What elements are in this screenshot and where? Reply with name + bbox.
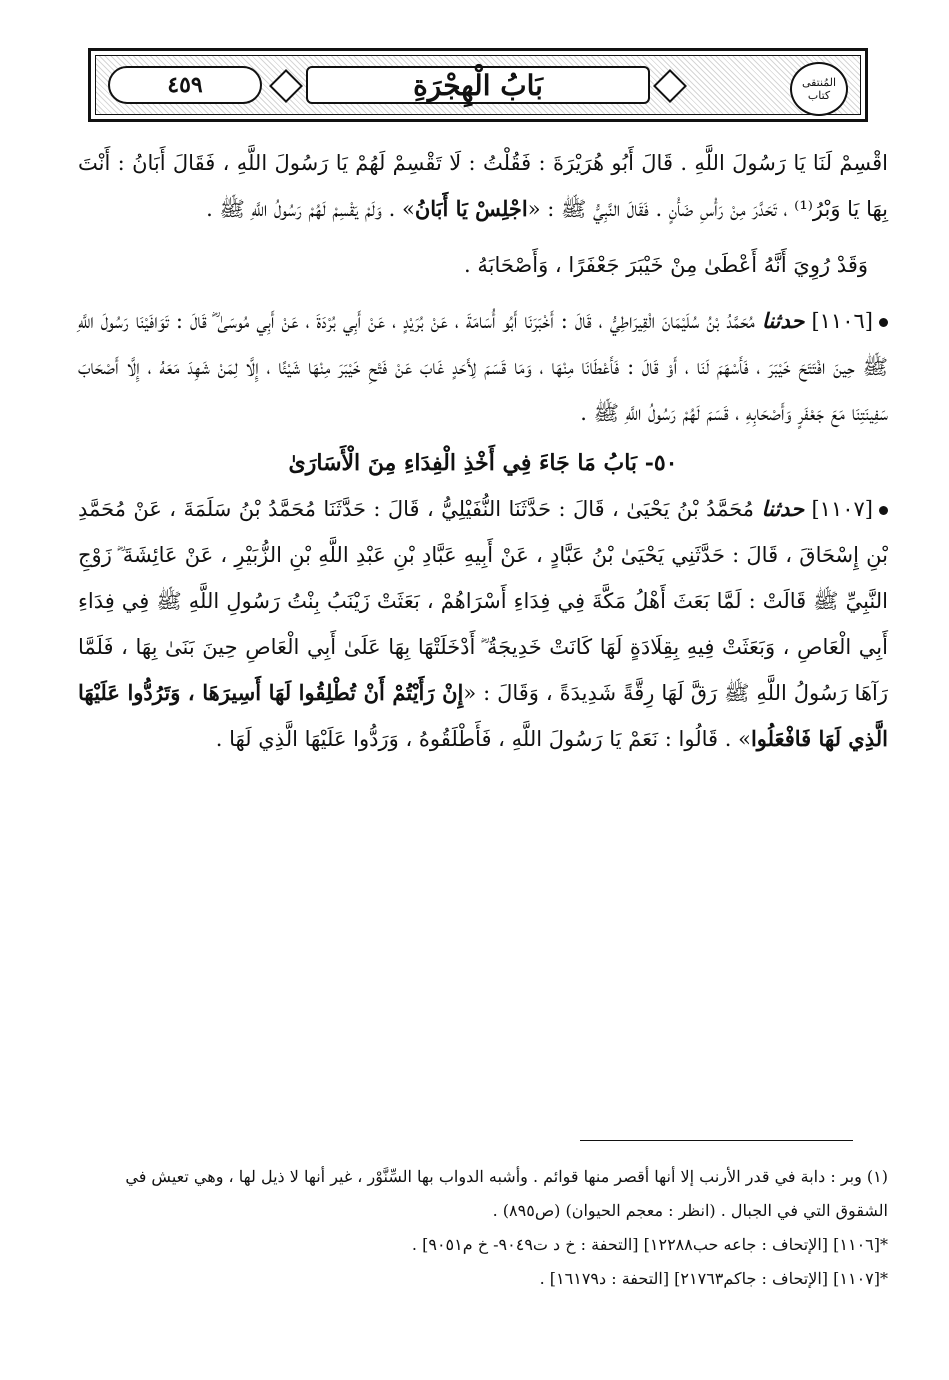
page-number-box (108, 66, 262, 104)
main-text (78, 140, 888, 772)
footnote-1107: *[١١٠٧] [الإتحاف : جاكم٢١٧٦٣] [التحفة : د١٦١٧٩] . (539, 1269, 888, 1288)
hadith-lead: حدثنا (761, 308, 805, 333)
page-number: ٤٥٩ (167, 72, 203, 98)
ornament-diamond (269, 69, 303, 103)
footnote-divider (580, 1140, 853, 1141)
hadith-number: [١١٠٧] (811, 497, 873, 521)
book-logo (790, 62, 848, 116)
footnote-1106: *[١١٠٦] [الإتحاف : جاعه حب١٢٢٨٨] [التحفة : خ د ت٩٠٤٩- خ م٩٠٥١] . (411, 1235, 888, 1254)
hadith-text: مُحَمَّدُ بْنُ سُلَيْمَانَ الْقِيرَاطِيُّ ، قَالَ : أَخْبَرَنَا أَبُو أُسَامَةَ ، عَنْ بُرَيْدٍ ، عَنْ أَبِي بُرْدَةَ ، عَنْ أَبِي مُوسَىٰ ؓ قَالَ : تَوَافَيْنَا رَسُولَ اللَّهِ ﷺ حِينَ افْتَتَحَ خَيْبَرَ ، فَأَسْهَمَ لَنَا ، أَوْ قَالَ : فَأَعْطَانَا مِنْهَا ، وَمَا قَسَمَ لِأَحَدٍ غَابَ عَنْ فَتْحِ خَيْبَرَ مِنْهَا شَيْئًا ، إِلَّا لِمَنْ شَهِدَ مَعَهُ ، إِلَّا أَصْحَابَ سَفِينَتِنَا مَعَ جَعْفَرٍ وَأَصْحَابِهِ ، قَسَمَ لَهُمْ رَسُولُ اللَّهِ ﷺ . (78, 309, 888, 425)
header-frame (95, 55, 861, 115)
hadith-1107 (78, 486, 888, 762)
footnote-1: (١) وبر : دابة في قدر الأرنب إلا أنها أقصر منها قوائم . وأشبه الدواب بها السِّنَّوْر ، غير أنها لا ذيل لها ، وهي تعيش في الشقوق التي في الجبال . (انظر : معجم الحيوان) (ص٨٩٥) . (125, 1167, 888, 1220)
hadith-text: مُحَمَّدُ بْنُ يَحْيَىٰ ، قَالَ : حَدَّثَنَا النُّفَيْلِيُّ ، قَالَ : حَدَّثَنَا مُحَمَّدُ بْنُ سَلَمَةَ ، عَنْ مُحَمَّدِ بْنِ إِسْحَاقَ ، قَالَ : حَدَّثَنِي يَحْيَىٰ بْنُ عَبَّادٍ ، عَنْ أَبِيهِ عَبَّادِ بْنِ عَبْدِ اللَّهِ بْنِ الزُّبَيْرِ ، عَنْ عَائِشَةَ ؓ زَوْجِ النَّبِيِّ ﷺ قَالَتْ : لَمَّا بَعَثَ أَهْلُ مَكَّةَ فِي فِدَاءِ أَسْرَاهُمْ ، بَعَثَتْ زَيْنَبُ بِنْتُ رَسُولِ اللَّهِ ﷺ فِي فِدَاءِ أَبِي الْعَاصِ ، وَبَعَثَتْ فِيهِ بِقِلَادَةٍ لَهَا كَانَتْ خَدِيجَةُ ؓ أَدْخَلَتْهَا بِهَا عَلَىٰ أَبِي الْعَاصِ حِينَ بَنَىٰ بِهَا ، فَلَمَّا رَآهَا رَسُولُ اللَّهِ ﷺ رَقَّ لَهَا رِقَّةً شَدِيدَةً ، وَقَالَ : « (78, 497, 888, 705)
p1-text: اقْسِمْ لَنَا يَا رَسُولَ اللَّهِ . قَالَ أَبُو هُرَيْرَةَ : فَقُلْتُ : لَا تَقْسِمْ لَهُمْ يَا رَسُولَ اللَّهِ ، فَقَالَ أَبَانُ : أَنْتَ بِهَا يَا وَبْرُ⁽¹⁾ ، تَحَدَّرَ مِنْ رَأْسِ ضَأْنٍ . فَقَالَ النَّبِيُّ ﷺ : « (78, 151, 888, 221)
p1-end: » . وَلَمْ يَقْسِمْ لَهُمْ رَسُولُ اللَّهِ ﷺ . (206, 197, 415, 221)
hadith-number: [١١٠٦] (811, 309, 873, 333)
ornament-diamond (653, 69, 687, 103)
hadith-end: » . قَالُوا : نَعَمْ يَا رَسُولَ اللَّهِ ، فَأَطْلَقُوهُ ، وَرَدُّوا عَلَيْهَا الَّذِي لَهَا . (215, 727, 751, 751)
page-header (88, 48, 868, 122)
chapter-title-box (306, 66, 650, 104)
hadith-lead: حدثنا (761, 496, 805, 521)
hadith-1106 (78, 298, 888, 436)
logo-line-2: كتاب (807, 89, 831, 102)
logo-line-1: المُنتقى (801, 76, 837, 89)
running-title: بَابُ الْهِجْرَةِ (413, 68, 543, 102)
footnotes (78, 1160, 888, 1296)
paragraph-1 (78, 140, 888, 232)
p1-quote: اجْلِسْ يَا أَبَانُ (414, 196, 528, 221)
bullet-icon (879, 318, 888, 327)
p2-text: وَقَدْ رُوِيَ أَنَّهُ أَعْطَىٰ مِنْ خَيْبَرَ جَعْفَرًا ، وَأَصْحَابَهُ . (464, 253, 868, 277)
bullet-icon (879, 506, 888, 515)
hadith-quote: إِنْ رَأَيْتُمْ أَنْ تُطْلِقُوا لَهَا أَسِيرَهَا ، وَتَرُدُّوا عَلَيْهَا الَّذِي لَهَا فَافْعَلُوا (78, 680, 888, 751)
chapter-heading: ٥٠- بَابُ مَا جَاءَ فِي أَخْذِ الْفِدَاءِ مِنَ الْأَسَارَىٰ (288, 450, 678, 476)
paragraph-2 (78, 242, 888, 288)
